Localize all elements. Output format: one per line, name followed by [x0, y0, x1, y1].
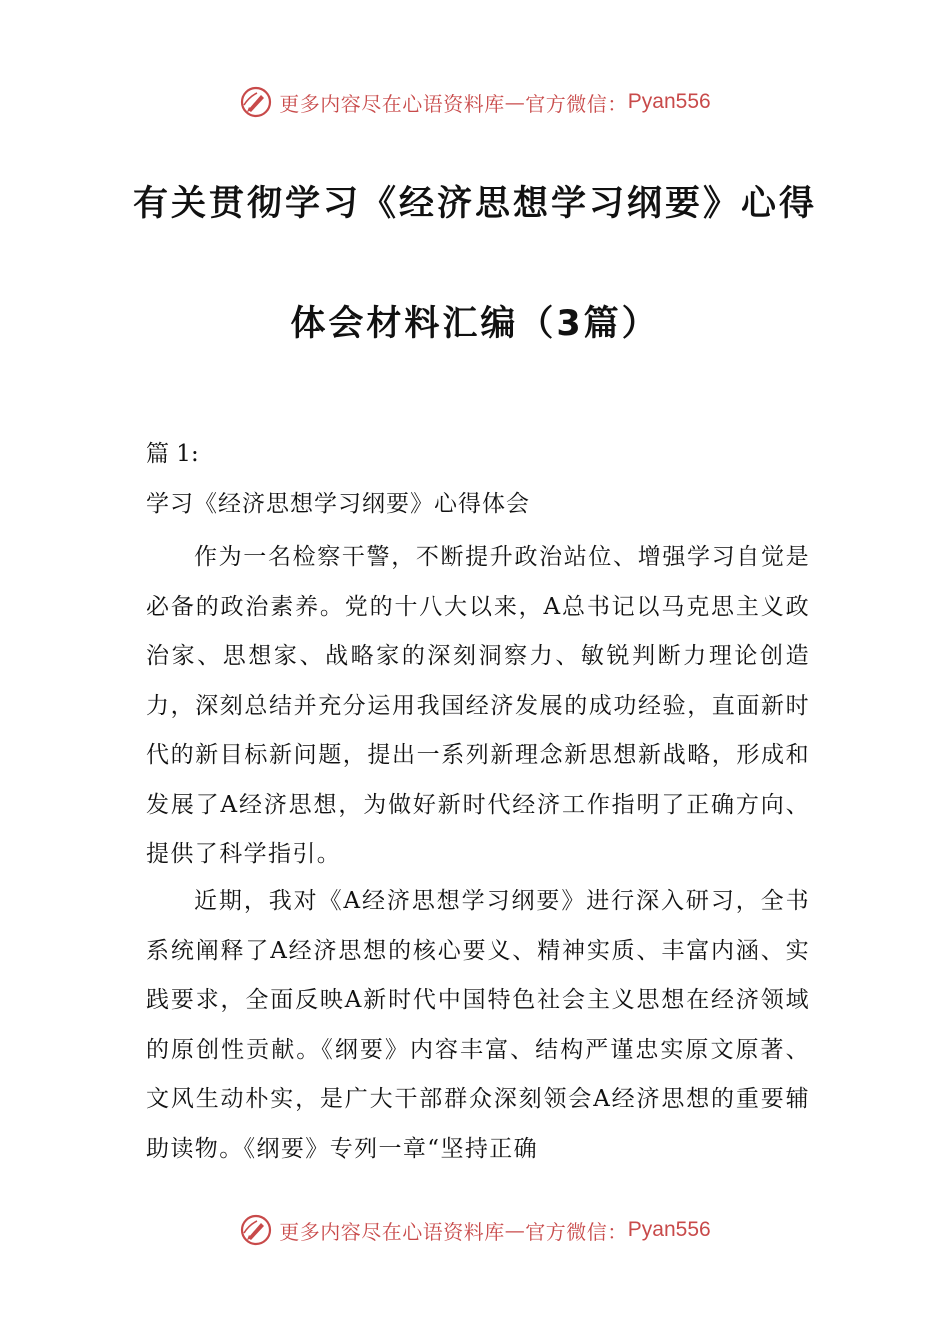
footer-watermark: [0, 1208, 950, 1252]
pen-circle-logo-icon: [239, 85, 273, 119]
watermark-label: 官方微信：: [525, 91, 628, 116]
paragraph-1: 作为一名检察干警，不断提升政治站位、增强学习自觉是必备的政治素养。党的十八大以来，A总书记以马克思主义政治家、思想家、战略家的深刻洞察力、敏锐判断力理论创造力，深刻总结并充分运用我国经济发展的成功经验，直面新时代的新目标新问题，提出一系列新理念新思想新战略，形成和发展了A经济思想，为做好新时代经济工作指明了正确方向、提供了科学指引。: [146, 544, 810, 867]
watermark-id: Pyan556: [627, 90, 711, 113]
watermark-text: 更多内容尽在心语资料库: [279, 91, 505, 116]
document-title-line1: 有关贯彻学习《经济思想学习纲要》心得: [132, 184, 817, 224]
section-subtitle: 学习《经济思想学习纲要》心得体会: [146, 491, 530, 517]
watermark-separator: —: [504, 1218, 526, 1242]
document-title-line2: 体会材料汇编（3篇）: [290, 304, 660, 344]
watermark-text: 更多内容尽在心语资料库: [279, 1219, 505, 1244]
watermark-id: Pyan556: [627, 1218, 711, 1241]
watermark-separator: —: [504, 90, 526, 114]
pen-circle-logo-icon: [239, 1213, 273, 1247]
watermark-label: 官方微信：: [525, 1219, 628, 1244]
header-watermark: [0, 80, 950, 124]
section-label: 篇 1:: [146, 441, 199, 467]
paragraph-2: 近期，我对《A经济思想学习纲要》进行深入研习，全书系统阐释了A经济思想的核心要义、精神实质、丰富内涵、实践要求，全面反映A新时代中国特色社会主义思想在经济领域的原创性贡献。《纲要》内容丰富、结构严谨忠实原文原著、文风生动朴实，是广大干部群众深刻领会A经济思想的重要辅助读物。《纲要》专列一章“坚持正确: [146, 888, 810, 1162]
